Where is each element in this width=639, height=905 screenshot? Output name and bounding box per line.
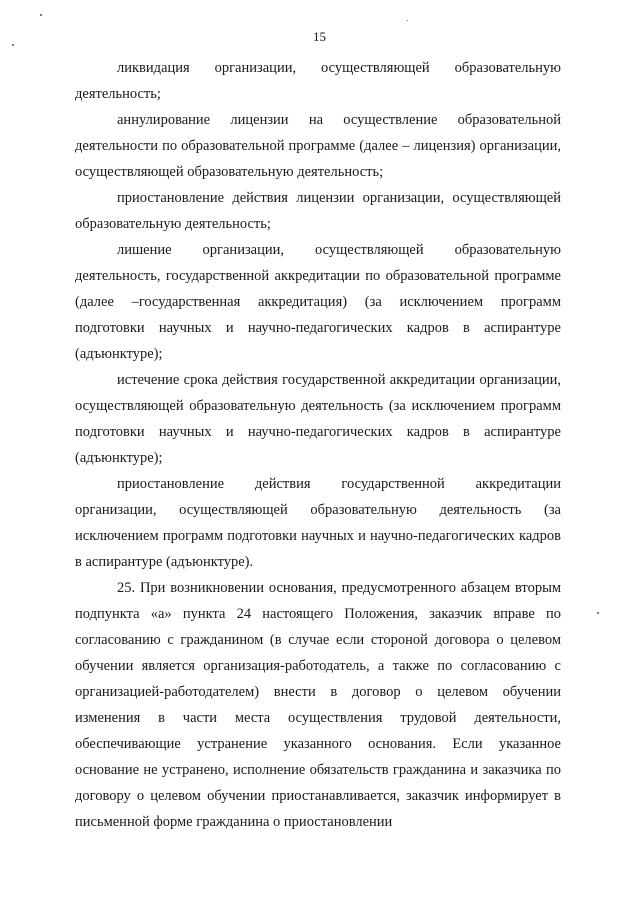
paragraph-accreditation-expiry: истечение срока действия государственной аккредитации организации, осуществляющей образовательную деятельность (за исключением программ подготовки научных и научно-педагогических кадров в аспирантуре (адъюнктуре); [75, 372, 561, 466]
page-number: 15 [313, 29, 326, 44]
scan-speck [597, 612, 599, 614]
paragraph-license-suspension: приостановление действия лицензии организации, осуществляющей образовательную деятельность; [75, 190, 561, 232]
scan-speck [40, 14, 42, 16]
paragraph-item-25: 25. При возникновении основания, предусмотренного абзацем вторым подпункта «а» пункта 24 настоящего Положения, заказчик вправе по согласованию с гражданином (в случае если стороной договора о целевом обучении является организация-работодатель, а также по согласованию с организацией-работодателем) внести в договор о целевом обучении изменения в части места осуществления трудовой деятельности, обеспечивающие устранение указанного основания. Если указанное основание не устранено, исполнение обязательств гражданина и заказчика по договору о целевом обучении приостанавливается, заказчик информирует в письменной форме гражданина о приостановлении [75, 580, 561, 830]
paragraph-accreditation-suspension: приостановление действия государственной аккредитации организации, осуществляющей образовательную деятельность (за исключением программ подготовки научных и научно-педагогических кадров в аспирантуре (адъюнктуре). [75, 476, 561, 570]
paragraph-accreditation-deprivation: лишение организации, осуществляющей образовательную деятельность, государственной аккредитации по образовательной программе (далее –государственная аккредитация) (за исключением программ подготовки научных и научно-педагогических кадров в аспирантуре (адъюнктуре); [75, 242, 561, 362]
paragraph-liquidation: ликвидация организации, осуществляющей образовательную деятельность; [75, 60, 561, 102]
document-body [75, 55, 561, 835]
scan-speck [407, 20, 408, 21]
paragraph-license-annulment: аннулирование лицензии на осуществление образовательной деятельности по образовательной программе (далее – лицензия) организации, осуществляющей образовательную деятельность; [75, 112, 561, 180]
